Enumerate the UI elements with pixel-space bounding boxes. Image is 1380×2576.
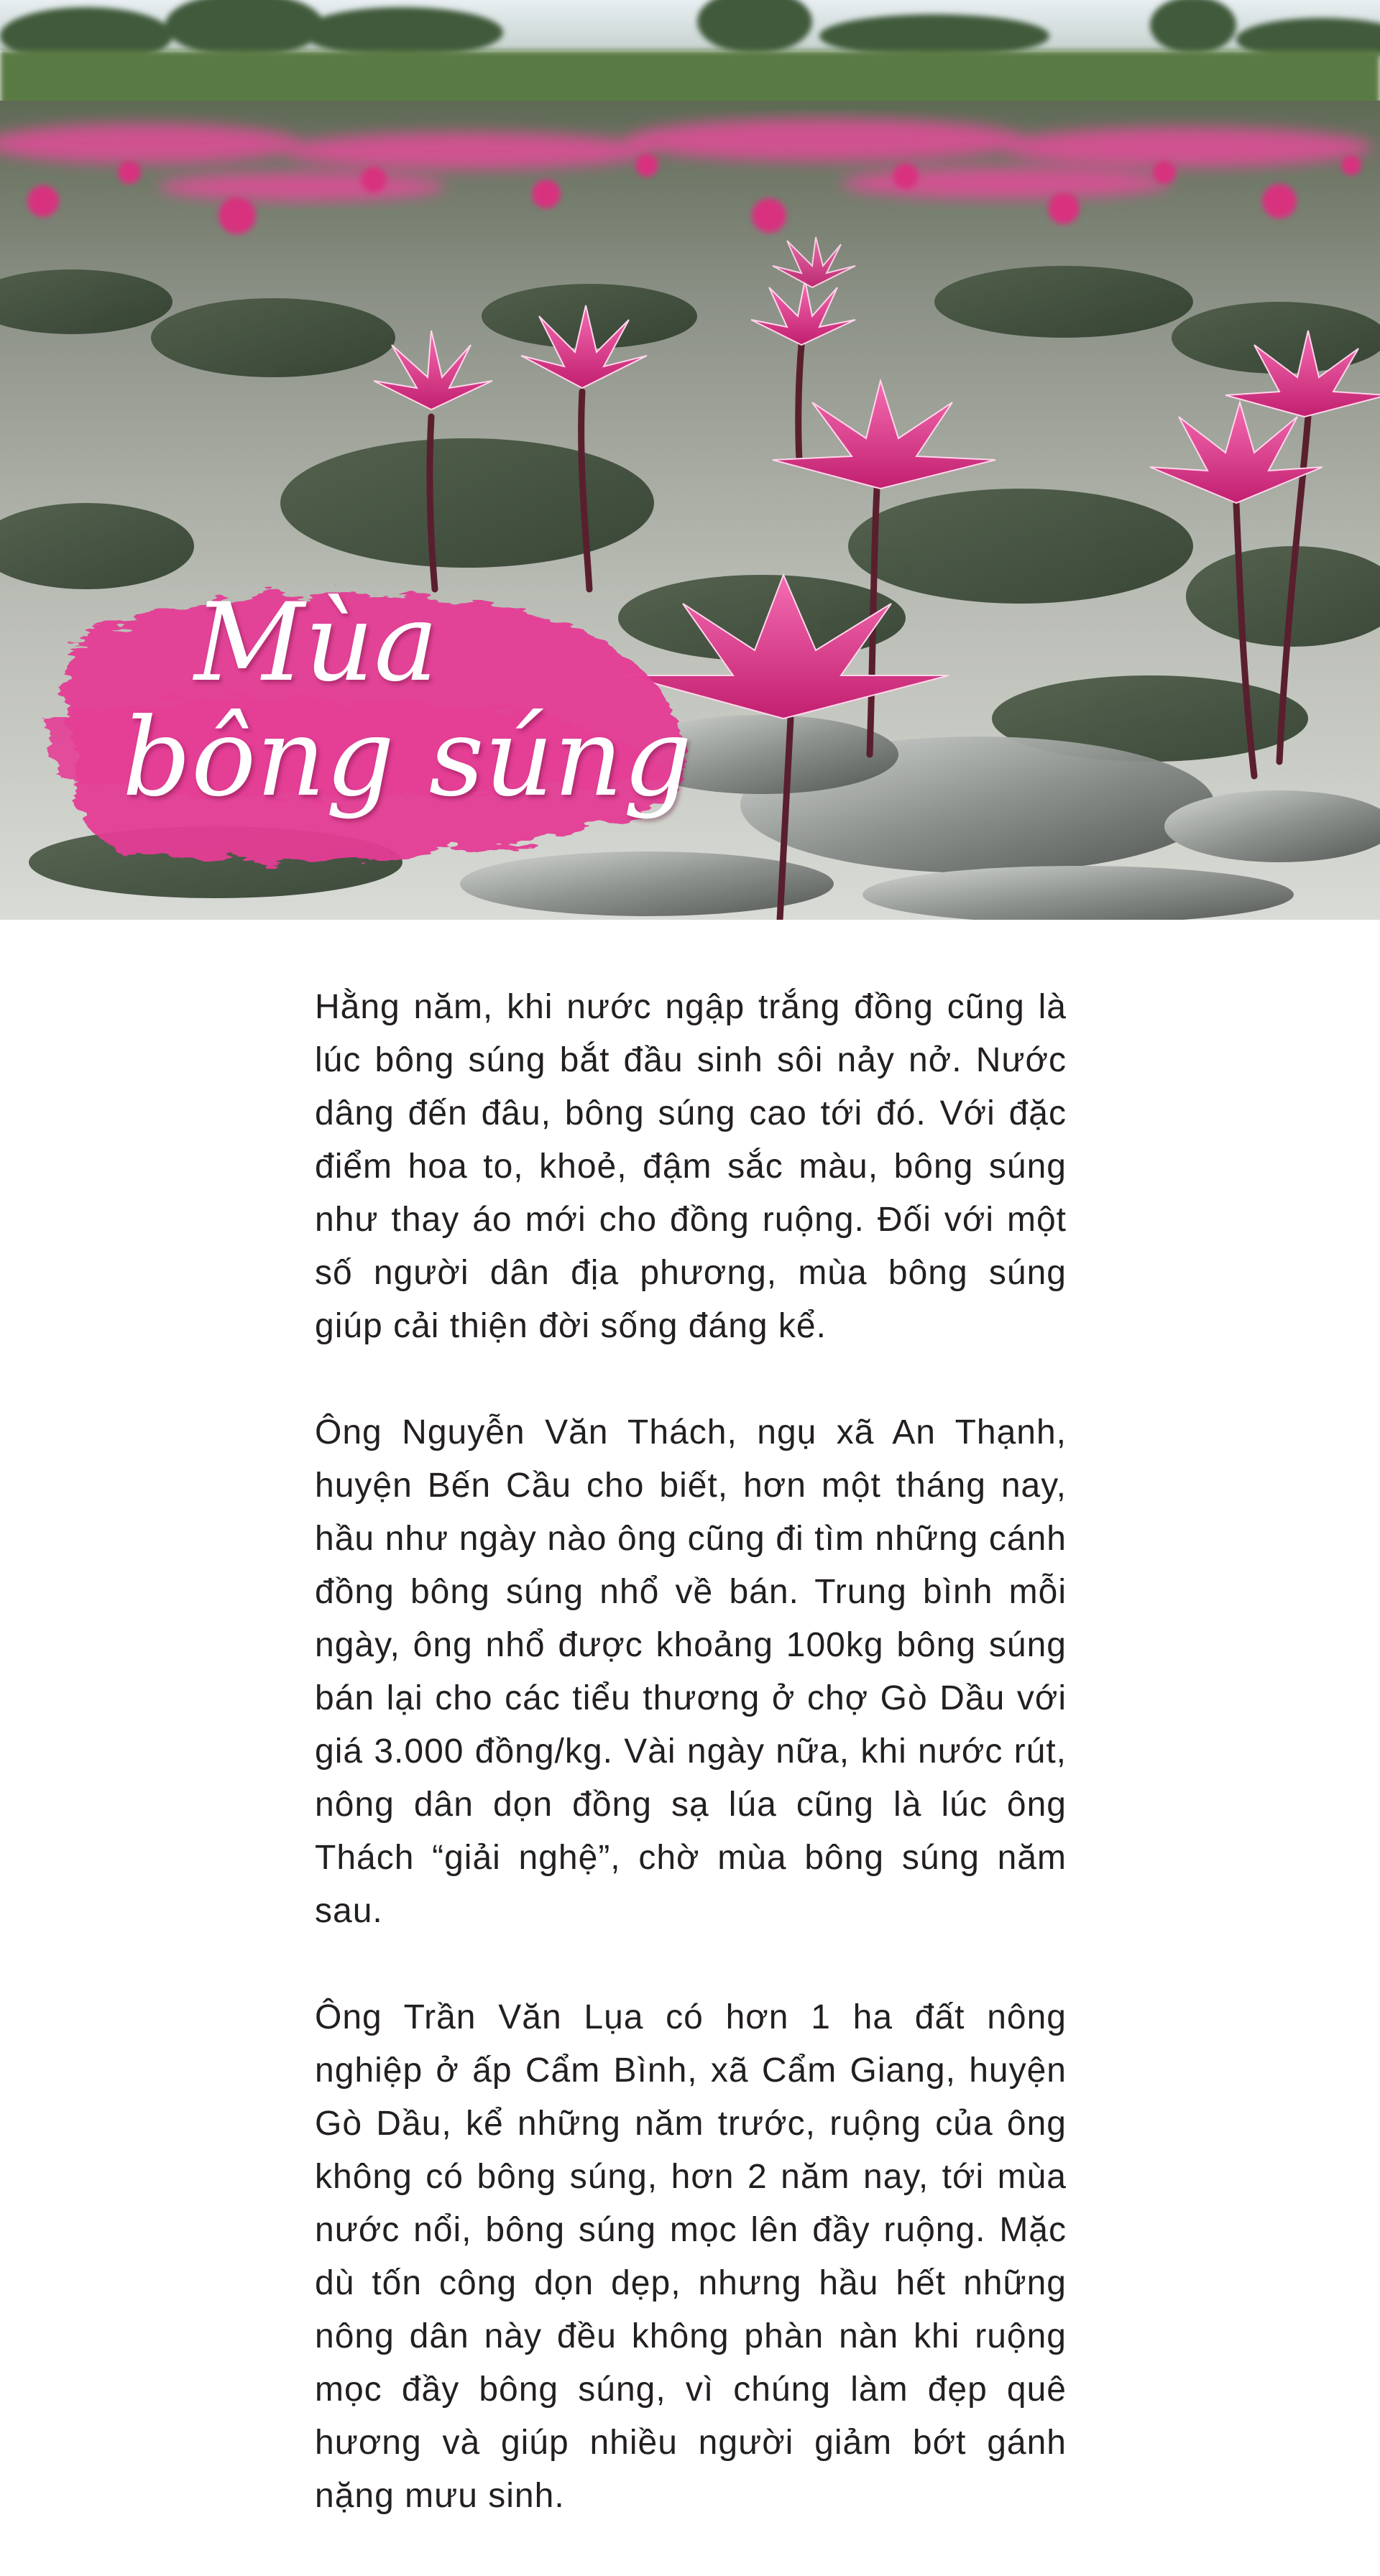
title-block [79,575,712,877]
paragraph-2: Ông Nguyễn Văn Thách, ngụ xã An Thạnh, huyện Bến Cầu cho biết, hơn một tháng nay, hầu như ngày nào ông cũng đi tìm những cánh đồng bông súng nhổ về bán. Trung bình mỗi ngày, ông nhổ được khoảng 100kg bông súng bán lại cho các tiểu thương ở chợ Gò Dầu với giá 3.000 đồng/kg. Vài ngày nữa, khi nước rút, nông dân dọn đồng sạ lúa cũng là lúc ông Thách “giải nghệ”, chờ mùa bông súng năm sau. [315,1413,1067,1930]
hero-photo [0,0,1380,920]
article-body [315,981,1067,2576]
title-line-2: bông súng [122,696,692,821]
paragraph-1: Hằng năm, khi nước ngập trắng đồng cũng là lúc bông súng bắt đầu sinh sôi nảy nở. Nước dâng đến đâu, bông súng cao tới đó. Với đặc điểm hoa to, khoẻ, đậm sắc màu, bông súng như thay áo mới cho đồng ruộng. Đối với một số người dân địa phương, mùa bông súng giúp cải thiện đời sống đáng kể. [315,988,1067,1345]
paragraph-3: Ông Trần Văn Lụa có hơn 1 ha đất nông nghiệp ở ấp Cẩm Bình, xã Cẩm Giang, huyện Gò Dầu, kể những năm trước, ruộng của ông không có bông súng, hơn 2 năm nay, tới mùa nước nổi, bông súng mọc lên đầy ruộng. Mặc dù tốn công dọn dẹp, nhưng hầu hết những nông dân này đều không phàn nàn khi ruộng mọc đầy bông súng, vì chúng làm đẹp quê hương và giúp nhiều người giảm bớt gánh nặng mưu sinh. [315,1998,1067,2515]
title-line-1: Mùa [194,581,438,706]
